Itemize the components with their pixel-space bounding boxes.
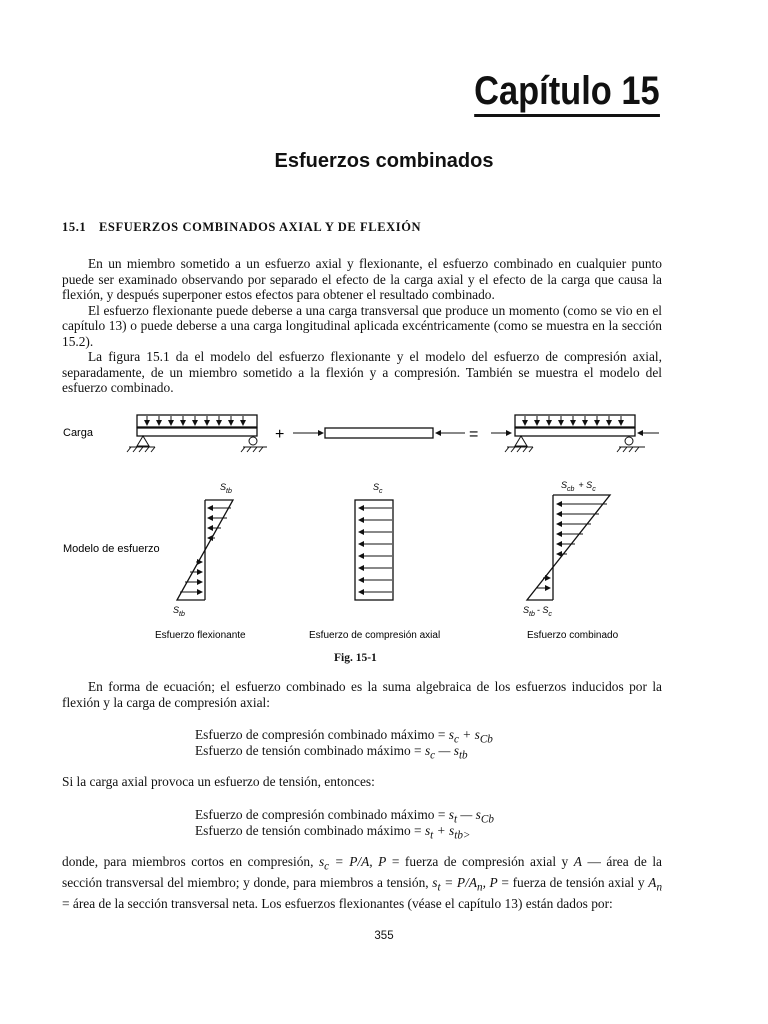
paragraph-6: donde, para miembros cortos en compresión, $s_c = P/A$, P = fuerza de compresión axial y A — área de la sección transversal del miembro; y donde, para miembros a tensión, $s_t = P/A_n$, P = fuerza de tensión axial y $A_n$ = área de la sección transversal neta. Los esfuerzos flexionantes (véase el capítulo 13) están dados por:: [62, 854, 663, 912]
label-carga: Carga: [63, 427, 93, 439]
section-number: 15.1: [62, 220, 87, 234]
paragraph-5-block: [62, 774, 662, 790]
diagram-combined: [523, 480, 619, 641]
svg-text:Scb+ Sc: $S_{cb} + S_c$: [561, 480, 596, 493]
svg-text:Sc: $S_c$: [373, 482, 383, 495]
diagram-flexion: [155, 482, 246, 641]
chapter-subtitle: Esfuerzos combinados: [274, 150, 494, 172]
equation-3: Esfuerzo de compresión combinado máximo = $s_t$ — $s_{Cb}$: [195, 807, 494, 826]
paragraph-4: En forma de ecuación; el esfuerzo combinado es la suma algebraica de los esfuerzos inducidos por la flexión y la carga de compresión axial:: [62, 679, 662, 710]
paragraph-2: El esfuerzo flexionante puede deberse a una carga transversal que produce un momento (como se vio en el capítulo 13) o puede deberse a una carga longitudinal aplicada excéntricamente (como se muestra en la sección 15.2).: [62, 302, 662, 349]
svg-text:Stb: $S_{tb}$: [173, 605, 185, 618]
caption-flexion: Esfuerzo flexionante: [155, 630, 246, 641]
equation-2: Esfuerzo de tensión combinado máximo = $s_c$ — $s_{tb}$: [195, 743, 468, 762]
paragraph-6-block: [62, 854, 662, 912]
paragraph-3: La figura 15.1 da el modelo del esfuerzo flexionante y el modelo del esfuerzo de compresión axial, separadamente, de un miembro sometido a la flexión y a compresión. También se muestra el modelo del esfuerzo combinado.: [62, 349, 662, 395]
paragraph-4-block: [62, 679, 662, 710]
equation-1: Esfuerzo de compresión combinado máximo = $s_c + s_{Cb}$: [195, 727, 493, 746]
svg-text:Stb: $S_{tb}$: [220, 482, 232, 495]
bar-axial: [293, 428, 465, 438]
caption-axial: Esfuerzo de compresión axial: [309, 630, 441, 641]
diagram-axial: [309, 482, 440, 641]
paragraph-5: Si la carga axial provoca un esfuerzo de tensión, entonces:: [62, 774, 375, 789]
caption-combined: Esfuerzo combinado: [527, 630, 619, 641]
beam-flexion: [127, 415, 267, 452]
paragraph-1: En un miembro sometido a un esfuerzo axial y flexionante, el esfuerzo combinado en cualquier punto puede ser examinado observando por separado el efecto de la carga axial y el efecto de la carga que causa la flexión, y después superponer estos efectos para obtener el resultado combinado.: [62, 256, 662, 302]
label-modelo-esfuerzo: Modelo de esfuerzo: [63, 543, 160, 555]
figure-15-1: [55, 400, 675, 650]
section-title: ESFUERZOS COMBINADOS AXIAL Y DE FLEXIÓN: [99, 220, 422, 234]
figure-label: Fig. 15-1: [334, 652, 377, 664]
intro-paragraphs: [62, 256, 662, 396]
equals-sign: =: [469, 426, 479, 443]
equation-4: Esfuerzo de tensión combinado máximo = $s_t + s_{tb>}$: [195, 823, 471, 842]
beam-combined: [491, 415, 659, 452]
page-number: 355: [374, 930, 394, 942]
svg-text:Stb- Sc: $S_{tb} - S_c$: [523, 605, 552, 618]
plus-sign: +: [275, 426, 285, 443]
section-heading: [62, 220, 421, 235]
chapter-title: Capítulo 15: [475, 68, 660, 117]
